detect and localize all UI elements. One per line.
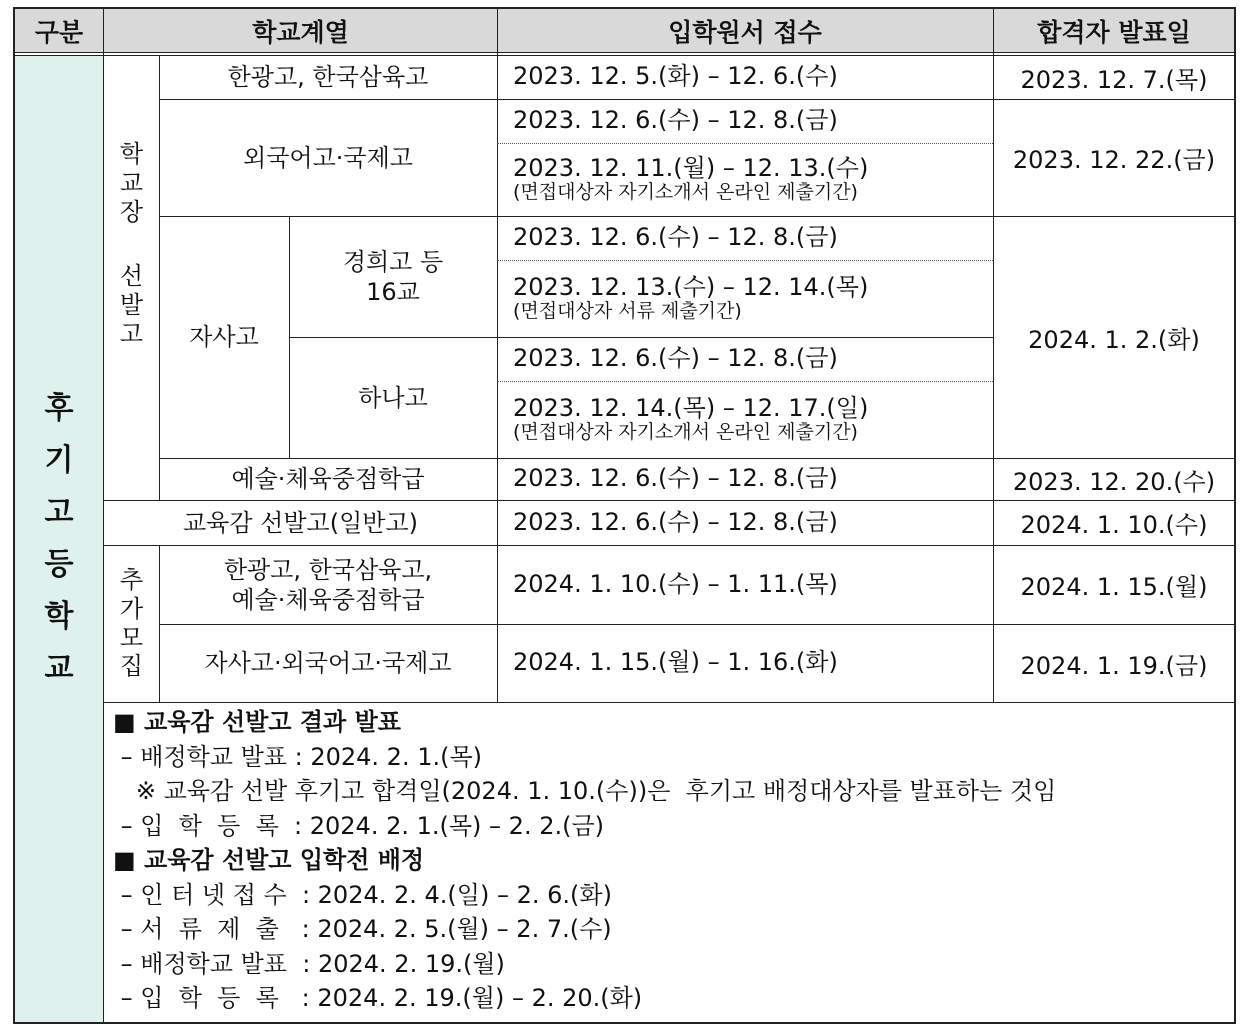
notes-line: – 인 터 넷 접 수 : 2024. 2. 4.(일) – 2. 6.(화) [113,880,612,909]
group-label-principal-selected [104,55,159,500]
group-char: 집 [119,652,144,681]
application-note: (면접대상자 자기소개서 온라인 제출기간) [513,421,858,444]
school-type-jasago: 자사고 [189,323,259,351]
group-char: 추 [119,565,144,594]
application-date: 2023. 12. 6.(수) – 12. 8.(금) [513,223,838,252]
table-border [993,7,994,55]
table-border [13,7,15,1024]
group-char: 장 [119,197,144,226]
application-date: 2024. 1. 10.(수) – 1. 11.(목) [513,569,838,598]
side-char: 후 [44,391,74,426]
table-border [13,7,1236,9]
header-col-announcement: 합격자 발표일 [993,8,1235,53]
announce-date-jasago: 2024. 1. 2.(화) [1028,325,1200,354]
group-label-extra-recruitment [104,545,159,702]
table-border [103,55,104,1023]
table-border [497,7,498,55]
table-border [13,52,1236,53]
announce-date-extra-2: 2024. 1. 19.(금) [1020,651,1208,680]
application-period-extra-2 [497,624,993,702]
notes-line: – 배정학교 발표 : 2024. 2. 19.(월) [113,949,505,978]
table-border [497,55,498,702]
notes-line: – 입 학 등 록 : 2024. 2. 1.(목) – 2. 2.(금) [113,811,605,840]
header-col-school-type: 학교계열 [104,8,497,53]
table-border [289,337,993,338]
table-border-dotted [497,381,993,382]
table-border [159,99,1235,100]
table-border [103,702,1235,703]
announce-date-extra-1: 2024. 1. 15.(월) [1020,573,1208,601]
label-line: 예술·체육중점학급 [231,585,425,614]
group-char: 교 [119,168,144,197]
application-date: 2023. 12. 5.(화) – 12. 6.(수) [513,62,838,91]
school-type-extra-1 [159,545,497,624]
announce-date-hanguang: 2023. 12. 7.(목) [1020,65,1208,94]
side-char: 고 [44,495,74,530]
notes-heading-assignment: ■ 교육감 선발고 입학전 배정 [113,846,425,874]
notes-section [113,705,1233,1016]
application-date: 2023. 12. 6.(수) – 12. 8.(금) [513,464,838,493]
group-char: 발 [119,291,144,320]
announce-date-arts: 2023. 12. 20.(수) [1012,467,1216,496]
group-char: 고 [119,319,144,348]
side-char: 교 [44,651,74,686]
notes-line: – 서 류 제 출 : 2024. 2. 5.(월) – 2. 7.(수) [113,915,612,943]
table-border-dotted [497,143,993,144]
group-char: 모 [119,623,144,652]
school-type-hanguang: 한광고, 한국삼육고 [227,63,429,91]
table-border [159,458,1235,459]
application-note: (면접대상자 서류 제출기간) [513,300,742,323]
table-border [159,216,1235,217]
notes-line: ※ 교육감 선발 후기고 합격일(2024. 1. 10.(수))은 후기고 배정대상자를 발표하는 것임 [113,777,1057,805]
side-char: 기 [44,443,74,478]
notes-line: – 입 학 등 록 : 2024. 2. 19.(월) – 2. 20.(화) [113,984,643,1012]
side-label-late-high-school [14,55,104,1023]
application-date: 2023. 12. 6.(수) – 12. 8.(금) [513,507,838,536]
school-type-kyunghee-16 [289,216,497,337]
school-type-edu-superintendent: 교육감 선발고(일반고) [182,508,418,537]
table-border [13,55,1236,56]
school-type-arts-sports: 예술·체육중점학급 [231,465,425,493]
label-line: 경희고 등 [342,247,444,276]
side-char: 학 [44,599,74,634]
application-period-hana-1 [497,337,993,381]
table-border [993,55,994,702]
notes-heading-results: ■ 교육감 선발고 결과 발표 [113,708,401,736]
application-period-extra-1 [497,545,993,624]
table-border [159,55,160,500]
table-border [13,1022,1236,1024]
notes-line: – 배정학교 발표 : 2024. 2. 1.(목) [113,742,483,771]
table-border-dotted [497,260,993,261]
school-type-foreign-intl: 외국어고·국제고 [243,143,413,172]
announce-date-edu: 2024. 1. 10.(수) [1020,511,1208,539]
application-date: 2023. 12. 13.(수) – 12. 14.(목) [513,272,869,301]
group-char: 학 [119,140,144,168]
label-line: 16교 [366,277,420,306]
group-char: 선 [119,262,144,291]
table-border [1234,7,1236,1024]
table-border [103,7,104,55]
application-period-foreign-1 [497,99,993,143]
application-period-hanguang [497,55,993,99]
table-border [103,545,1235,546]
school-type-extra-2: 자사고·외국어고·국제고 [204,649,452,677]
application-period-edu [497,500,993,545]
application-date: 2023. 12. 11.(월) – 12. 13.(수) [513,153,869,182]
application-period-foreign-2 [497,143,993,216]
application-period-arts [497,458,993,500]
application-date: 2023. 12. 6.(수) – 12. 8.(금) [513,106,838,135]
group-char: 가 [119,594,144,623]
application-note: (면접대상자 자기소개서 온라인 제출기간) [513,181,858,204]
application-period-kyunghee-1 [497,216,993,260]
school-type-hana: 하나고 [358,383,428,412]
header-col-category: 구분 [14,8,104,53]
header-col-application: 입학원서 접수 [497,8,993,53]
table-border [103,500,1235,501]
label-line: 한광고, 한국삼육고, [223,555,433,584]
side-char: 등 [44,547,74,582]
announce-date-foreign: 2023. 12. 22.(금) [1012,146,1216,174]
application-date: 2023. 12. 6.(수) – 12. 8.(금) [513,344,838,373]
application-date: 2024. 1. 15.(월) – 1. 16.(화) [513,648,838,677]
application-date: 2023. 12. 14.(목) – 12. 17.(일) [513,393,869,422]
application-period-hana-2 [497,381,993,458]
table-border [159,624,1235,625]
application-period-kyunghee-2 [497,260,993,337]
